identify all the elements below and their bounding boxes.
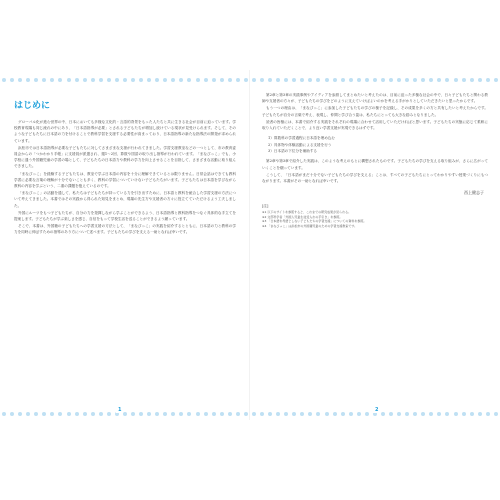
border-dot — [75, 412, 79, 416]
bottom-dot-border — [0, 410, 500, 418]
paragraph: そこで、本書は、外国籍の子どもたちへの学習支援の方法として、「まなびっこ」の実践を紹介するとともに、日本語の力と教科の学力を同時に伸ばすための指導のあり方について述べます。子どもたちの学びを支える一助となれば幸いです。 — [14, 224, 236, 235]
border-dot — [187, 78, 191, 82]
border-dot — [83, 412, 87, 416]
border-dot — [284, 412, 288, 416]
border-dot — [357, 78, 361, 82]
border-dot — [308, 412, 312, 416]
border-dot — [268, 412, 272, 416]
border-dot — [236, 412, 240, 416]
border-dot — [252, 412, 256, 416]
border-dot — [228, 78, 232, 82]
border-dot — [196, 412, 200, 416]
border-dot — [325, 412, 329, 416]
border-dot — [212, 78, 216, 82]
paragraph: 浜松市では日本語指導が必要な子どもたちに対してさまざまな支援が行われてきました。学習支援教室などの一つとして、市の教育委員会からの「つかわかり手帳」に支援員が派遣され、週1〜2回、算数や国語の取り出し指導が行われています。「まなびっこ」でも、小学校に通う外国籍児童の学習の場として、子どもたちの日本語力や教科の学力を向上させることを目指して、さまざまな活動に取り組んできました。 — [14, 145, 236, 169]
page-gutter — [249, 70, 250, 420]
border-dot — [341, 78, 345, 82]
border-dot — [171, 412, 175, 416]
border-dot — [58, 78, 62, 82]
border-dot — [494, 78, 498, 82]
border-dot — [18, 412, 22, 416]
border-dot — [429, 78, 433, 82]
border-dot — [333, 412, 337, 416]
border-dot — [478, 78, 482, 82]
border-dot — [99, 78, 103, 82]
border-dot — [429, 412, 433, 416]
border-dot — [2, 78, 6, 82]
border-dot — [316, 78, 320, 82]
page-number-right: 2 — [375, 407, 379, 413]
border-dot — [107, 78, 111, 82]
border-dot — [462, 412, 466, 416]
border-dot — [421, 78, 425, 82]
border-dot — [437, 412, 441, 416]
border-dot — [300, 412, 304, 416]
border-dot — [236, 78, 240, 82]
border-dot — [131, 78, 135, 82]
border-dot — [212, 412, 216, 416]
border-dot — [341, 412, 345, 416]
border-dot — [373, 78, 377, 82]
paragraph: グローバル化が進む世界の中、日本においても多様な文化的・言語的背景をもった人たちと共に生きる社会が目前に迫っています。学校教育現場も同じ流れの中にあり、「日本語指導が必要」とされる子どもたちが増加し続けている現状が見受けられます。そして、そのような子どもたちに日本語の力を付けることで教科学習を支援する必要性が高まっており、日本語指導の新たな指導法の開発が求められています。 — [14, 120, 236, 143]
paragraph: 第2章と第3章の実践事例やアイディアを参照してまとめたいと考えたのは、目前に迫った多様な社会の中で、日々子どもたちと関わる教師や支援者の方々が、子どもたちの学びをどのように支えていけばよいのかを考える手がかりとしていただきたいと思ったからです。 — [262, 93, 488, 104]
border-dot — [494, 412, 498, 416]
border-dot — [316, 412, 320, 416]
list-item: 3）日本語の下位分を補助する — [268, 149, 318, 154]
border-dot — [163, 412, 167, 416]
footnotes — [262, 204, 488, 228]
border-dot — [196, 78, 200, 82]
border-dot — [123, 78, 127, 82]
left-page — [14, 92, 236, 404]
border-dot — [50, 78, 54, 82]
border-dot — [75, 78, 79, 82]
border-dot — [139, 412, 143, 416]
paragraph: 読者の皆様には、本書で紹介する実践をそれぞれの現場に合わせて活用していただければと思います。子どもたちの実態に応じて柔軟に取り入れていただくことで、より良い学習支援が実現できるはずです。 — [262, 119, 488, 131]
footnote: ※3 「日本語を母語としない子どもたちの学習支援」についての資料を参照。 — [262, 219, 367, 224]
border-dot — [18, 78, 22, 82]
paragraph: 外国にルーツをもつ子どもたちが、自分の力を発揮しながら学ぶことができるよう、日本語指導と教科指導をつなぐ具体的な手立てを提案します。子どもたちが学ぶ楽しさを感じ、自信をもって学校生活を送ることができるよう願っています。 — [14, 210, 236, 222]
border-dot — [260, 78, 264, 82]
border-dot — [58, 412, 62, 416]
border-dot — [220, 412, 224, 416]
border-dot — [462, 78, 466, 82]
border-dot — [155, 78, 159, 82]
border-dot — [454, 78, 458, 82]
footnote: ※1 以下のサイトを参照すると、これまでの研究成果が見られる。 — [262, 210, 352, 215]
border-dot — [308, 78, 312, 82]
border-dot — [42, 412, 46, 416]
border-dot — [445, 78, 449, 82]
border-dot — [437, 78, 441, 82]
border-dot — [357, 412, 361, 416]
border-dot — [389, 78, 393, 82]
border-dot — [470, 412, 474, 416]
border-dot — [421, 412, 425, 416]
author-signature: 西上健志子 — [464, 190, 484, 196]
border-dot — [228, 412, 232, 416]
border-dot — [454, 412, 458, 416]
border-dot — [139, 78, 143, 82]
page-heading: はじめに — [14, 101, 51, 111]
border-dot — [333, 78, 337, 82]
border-dot — [155, 412, 159, 416]
border-dot — [244, 412, 248, 416]
border-dot — [91, 412, 95, 416]
border-dot — [147, 78, 151, 82]
border-dot — [204, 78, 208, 82]
border-dot — [179, 78, 183, 82]
border-dot — [486, 412, 490, 416]
border-dot — [10, 78, 14, 82]
border-dot — [26, 412, 30, 416]
border-dot — [292, 78, 296, 82]
border-dot — [83, 78, 87, 82]
border-dot — [50, 412, 54, 416]
page-number-left: 1 — [118, 407, 122, 413]
border-dot — [365, 412, 369, 416]
border-dot — [405, 78, 409, 82]
border-dot — [115, 78, 119, 82]
border-dot — [244, 78, 248, 82]
border-dot — [67, 412, 71, 416]
border-dot — [365, 78, 369, 82]
border-dot — [470, 78, 474, 82]
border-dot — [163, 78, 167, 82]
border-dot — [107, 412, 111, 416]
border-dot — [445, 412, 449, 416]
right-page — [262, 92, 488, 404]
paragraph: もう一つの理由は、「まなびっこ」に参加した子どもたちの学びの様子を記録し、その成果を多くの方と共有したいと考えたからです。子どもたちが自分の言葉で考え、表現し、仲間と学び合う姿は、私たちにとっても大きな励みとなりました。 — [262, 106, 488, 117]
border-dot — [276, 78, 280, 82]
border-dot — [179, 412, 183, 416]
footnote: ※2 文部科学省「外国人児童生徒受入れの手引き」を参照。 — [262, 214, 343, 219]
border-dot — [2, 412, 6, 416]
border-dot — [300, 78, 304, 82]
border-dot — [284, 78, 288, 82]
border-dot — [389, 412, 393, 416]
list-item: 1）算数科の学習過程に日本語を埋め込む — [268, 136, 335, 141]
border-dot — [405, 412, 409, 416]
footnote: ※4 「まなびっこ」は浜松市の外国籍児童のための学習支援教室です。 — [262, 224, 358, 229]
border-dot — [325, 78, 329, 82]
numbered-list — [268, 135, 488, 154]
border-dot — [413, 78, 417, 82]
border-dot — [67, 78, 71, 82]
paragraph: 「まなびっこ」を経験する子どもたちは、教室で学ぶ日本語の内容を十分に理解できているとは限りません。日常会話はできても教科学習に必要な言葉の理解が十分でないことも多く、教科の学習についていけない子どもたちがいます。子どもたちは日本語を学びながら教科の内容を学ぶという、二重の課題を抱えているのです。 — [14, 171, 236, 189]
border-dot — [42, 78, 46, 82]
border-dot — [486, 78, 490, 82]
border-dot — [276, 412, 280, 416]
border-dot — [397, 78, 401, 82]
border-dot — [34, 412, 38, 416]
border-dot — [268, 78, 272, 82]
border-dot — [381, 78, 385, 82]
paragraph: こうして、「日本語がまだ十分でない子どもたちの学びを支える」ことは、すべての子どもたちにとってわかりやすい授業づくりにもつながります。本書がその一助となれば幸いです。 — [262, 172, 488, 184]
border-dot — [171, 78, 175, 82]
border-dot — [349, 78, 353, 82]
border-dot — [26, 78, 30, 82]
border-dot — [34, 78, 38, 82]
border-dot — [187, 412, 191, 416]
border-dot — [147, 412, 151, 416]
border-dot — [123, 412, 127, 416]
paragraph: 「まなびっこ」の活動を通して、私たちは子どもたちが持っている力を引き出すために、日本語と教科を統合した学習支援の方法について考えてきました。本書ではその実践から得られた知見をまとめ、現場の先生方や支援者の方々に役立てていただけるよう工夫しました。 — [14, 191, 236, 208]
paragraph: 第2章や第3章で紹介した実践は、このような考えのもとに構想されたものです。子どもたちの学びを支える取り組みが、さらに広がっていくことを願っています。 — [262, 159, 488, 170]
border-dot — [413, 412, 417, 416]
border-dot — [252, 78, 256, 82]
border-dot — [131, 412, 135, 416]
right-body — [262, 92, 488, 184]
notes-title: [注] — [262, 204, 269, 209]
border-dot — [91, 78, 95, 82]
border-dot — [349, 412, 353, 416]
border-dot — [381, 412, 385, 416]
list-item: 2）具体物や体験活動による支援を行う — [268, 142, 332, 147]
border-dot — [10, 412, 14, 416]
border-dot — [99, 412, 103, 416]
top-dot-border — [0, 76, 500, 84]
border-dot — [220, 78, 224, 82]
border-dot — [292, 412, 296, 416]
border-dot — [478, 412, 482, 416]
border-dot — [260, 412, 264, 416]
border-dot — [204, 412, 208, 416]
border-dot — [397, 412, 401, 416]
left-body — [14, 119, 236, 236]
